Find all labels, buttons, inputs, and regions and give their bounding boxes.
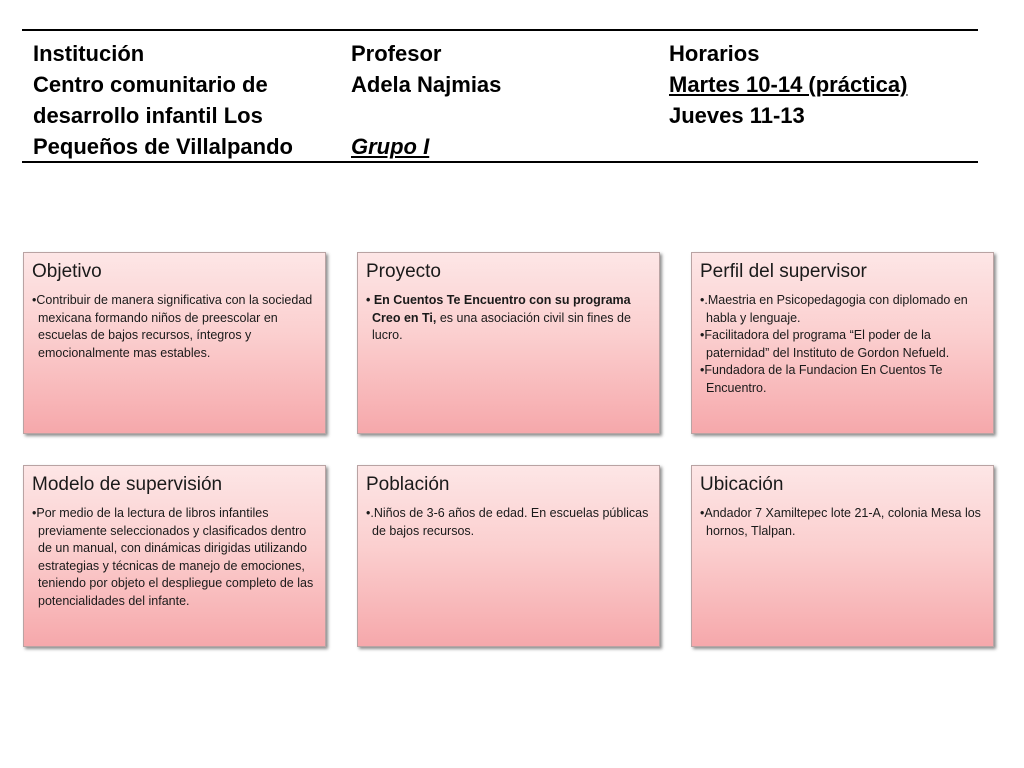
list-item: •Por medio de la lectura de libros infantiles previamente seleccionados y clasificados dentro de un manual, con dinámicas dirigidas utilizando estrategias y técnicas de manejo de emociones, teniendo por objeto el despliegue completo de las potencialidades del infante.: [32, 506, 314, 608]
card-perfil: [691, 252, 994, 434]
list-item: •Fundadora de la Fundacion En Cuentos Te Encuentro.: [700, 363, 943, 395]
list-item: [366, 292, 651, 345]
card-title: Perfil del supervisor: [700, 261, 867, 282]
list-item: •Contribuir de manera significativa con la sociedad mexicana formando niños de preescolar en escuelas de bajos recursos, íntegros y emocionalmente mas estables.: [32, 293, 313, 360]
card-title: Población: [366, 474, 450, 495]
card-proyecto: [357, 252, 660, 434]
card-ubicacion: [691, 465, 994, 647]
institucion-label: Institución: [33, 41, 145, 66]
institucion-line-2: desarrollo infantil Los: [33, 103, 263, 128]
list-item: •.Maestria en Psicopedagogia con diplomado en habla y lenguaje.: [700, 293, 968, 325]
card-title: Proyecto: [366, 261, 441, 282]
profesor-name: Adela Najmias: [351, 72, 502, 97]
profesor-label: Profesor: [351, 41, 442, 66]
list-item: •.Niños de 3-6 años de edad. En escuelas públicas de bajos recursos.: [366, 506, 649, 538]
horario-jueves: Jueves 11-13: [669, 103, 805, 128]
card-objetivo: [23, 252, 326, 434]
profesor-spacer: [351, 100, 658, 131]
grupo-label: Grupo I: [351, 134, 430, 159]
card-list: [366, 292, 651, 345]
institucion-line-3: Pequeños de Villalpando: [33, 134, 293, 159]
card-list: [700, 505, 985, 540]
proyecto-bold-text: • En Cuentos Te Encuentro con su programa Creo en Ti,: [366, 293, 631, 325]
card-poblacion: [357, 465, 660, 647]
card-list: [700, 292, 985, 397]
proyecto-rest-text: es una asociación civil sin fines de lucro.: [372, 310, 631, 342]
horarios-label: Horarios: [669, 41, 760, 66]
profesor-column: [340, 38, 658, 162]
horario-martes: Martes 10-14 (práctica): [669, 72, 908, 97]
horarios-column: [658, 38, 976, 162]
card-list: [32, 292, 317, 362]
list-item: •Andador 7 Xamiltepec lote 21-A, colonia Mesa los hornos, Tlalpan.: [700, 506, 981, 538]
card-title: Modelo de supervisión: [32, 474, 223, 495]
card-title: Ubicación: [700, 474, 784, 495]
institucion-column: [22, 38, 340, 162]
card-list: [366, 505, 651, 540]
card-title: Objetivo: [32, 261, 102, 282]
card-modelo: [23, 465, 326, 647]
header-table: [22, 29, 978, 163]
list-item: •Facilitadora del programa “El poder de la paternidad” del Instituto de Gordon Nefueld.: [700, 328, 950, 360]
institucion-line-1: Centro comunitario de: [33, 72, 268, 97]
card-list: [32, 505, 317, 610]
